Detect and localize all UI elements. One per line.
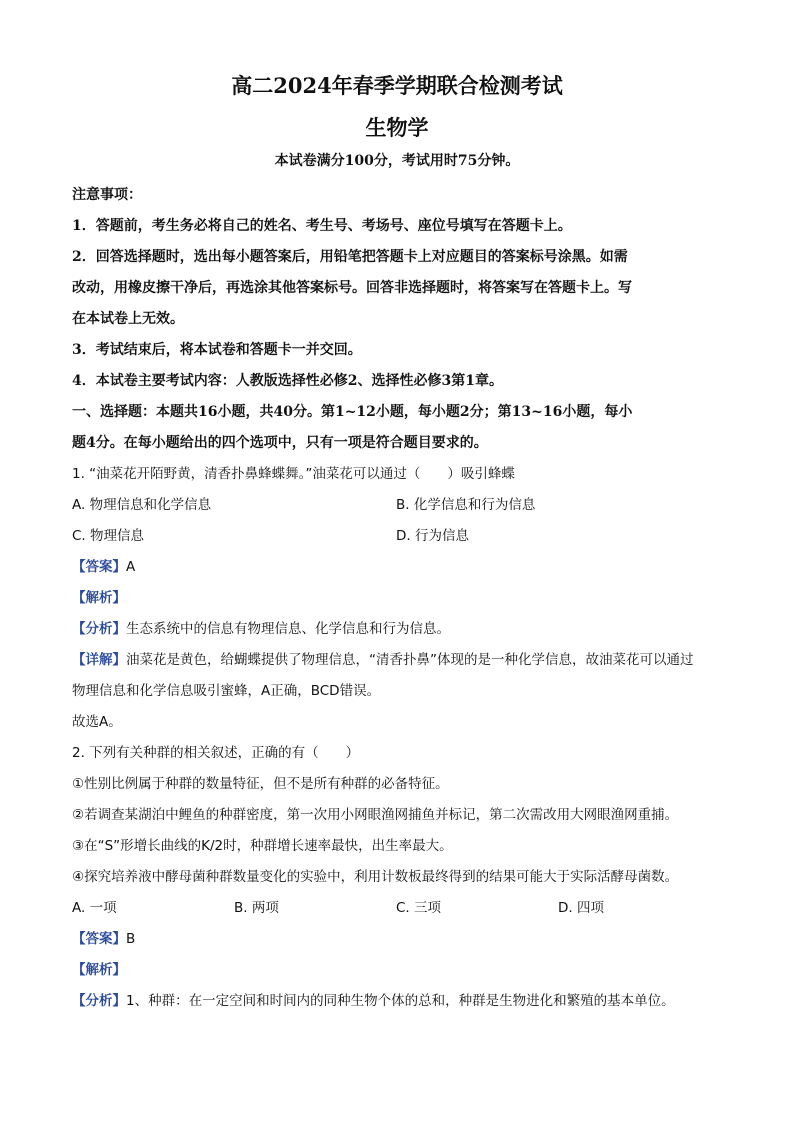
q1-xiangjie-cont: 物理信息和化学信息吸引蜜蜂，A正确，BCD错误。 xyxy=(72,683,381,699)
xiangjie-tag: 【详解】 xyxy=(72,652,126,668)
note-line: 改动，用橡皮擦干净后，再选涂其他答案标号。回答非选择题时，将答案写在答题卡上。写 xyxy=(72,280,632,296)
q2-statement: ③在“S”形增长曲线的K/2时，种群增长速率最快，出生率最大。 xyxy=(72,838,453,854)
q1-fenxi xyxy=(72,614,724,645)
q1-option-b: B. 化学信息和行为信息 xyxy=(396,497,536,513)
q1-option-a: A. 物理信息和化学信息 xyxy=(72,497,212,513)
exam-info: 本试卷满分100分，考试用时75分钟。 xyxy=(274,153,520,169)
q1-xiangjie-text: 油菜花是黄色，给蝴蝶提供了物理信息，“清香扑鼻”体现的是一种化学信息，故油菜花可以通过 xyxy=(126,652,694,668)
q2-stem: 2. 下列有关种群的相关叙述，正确的有（ ） xyxy=(72,745,360,761)
notes-heading: 注意事项： xyxy=(72,187,142,203)
q1-conclusion: 故选A。 xyxy=(72,714,122,730)
answer-tag: 【答案】 xyxy=(72,559,126,575)
q1-stem: 1. “油菜花开陌野黄，清香扑鼻蜂蝶舞。”油菜花可以通过（ ）吸引蜂蝶 xyxy=(72,466,515,482)
analysis-tag: 【解析】 xyxy=(72,590,126,606)
fenxi-tag: 【分析】 xyxy=(72,993,126,1009)
subject-title: 生物学 xyxy=(365,115,429,140)
q2-fenxi xyxy=(72,986,724,1017)
answer-tag: 【答案】 xyxy=(72,931,126,947)
exam-title: 高二2024年春季学期联合检测考试 xyxy=(231,73,563,98)
q2-statement: ④探究培养液中酵母菌种群数量变化的实验中，利用计数板最终得到的结果可能大于实际活酵母菌数。 xyxy=(72,869,679,885)
q1-options-row xyxy=(72,521,724,552)
q2-option-b: B. 两项 xyxy=(234,900,279,916)
exam-body xyxy=(72,180,724,1017)
fenxi-tag: 【分析】 xyxy=(72,621,126,637)
q2-option-a: A. 一项 xyxy=(72,900,117,916)
q2-option-c: C. 三项 xyxy=(396,900,442,916)
q2-options-row xyxy=(72,893,724,924)
note-line: 4．本试卷主要考试内容：人教版选择性必修2、选择性必修3第1章。 xyxy=(72,373,503,389)
note-line: 在本试卷上无效。 xyxy=(72,311,184,327)
q1-option-c: C. 物理信息 xyxy=(72,528,145,544)
q2-fenxi-text: 1、种群：在一定空间和时间内的同种生物个体的总和，种群是生物进化和繁殖的基本单位。 xyxy=(126,993,675,1009)
q2-analysis xyxy=(72,955,724,986)
analysis-tag: 【解析】 xyxy=(72,962,126,978)
note-line: 2．回答选择题时，选出每小题答案后，用铅笔把答题卡上对应题目的答案标号涂黑。如需 xyxy=(72,249,628,265)
section-heading-cont: 题4分。在每小题给出的四个选项中，只有一项是符合题目要求的。 xyxy=(72,435,488,451)
q1-xiangjie xyxy=(72,645,724,676)
note-line: 1．答题前，考生务必将自己的姓名、考生号、考场号、座位号填写在答题卡上。 xyxy=(72,218,572,234)
note-line: 3．考试结束后，将本试卷和答题卡一并交回。 xyxy=(72,342,362,358)
q1-analysis xyxy=(72,583,724,614)
q2-statement: ②若调查某湖泊中鲤鱼的种群密度，第一次用小网眼渔网捕鱼并标记，第二次需改用大网眼渔网重捕。 xyxy=(72,807,679,823)
q2-answer xyxy=(72,924,724,955)
q2-option-d: D. 四项 xyxy=(558,900,604,916)
q2-answer-value: B xyxy=(126,931,136,947)
q1-answer xyxy=(72,552,724,583)
q1-fenxi-text: 生态系统中的信息有物理信息、化学信息和行为信息。 xyxy=(126,621,450,637)
q1-option-d: D. 行为信息 xyxy=(396,528,469,544)
q1-options-row xyxy=(72,490,724,521)
q1-answer-value: A xyxy=(126,559,136,575)
q2-statement: ①性别比例属于种群的数量特征，但不是所有种群的必备特征。 xyxy=(72,776,449,792)
section-heading: 一、选择题：本题共16小题，共40分。第1~12小题，每小题2分；第13~16小题，每小 xyxy=(72,404,633,420)
